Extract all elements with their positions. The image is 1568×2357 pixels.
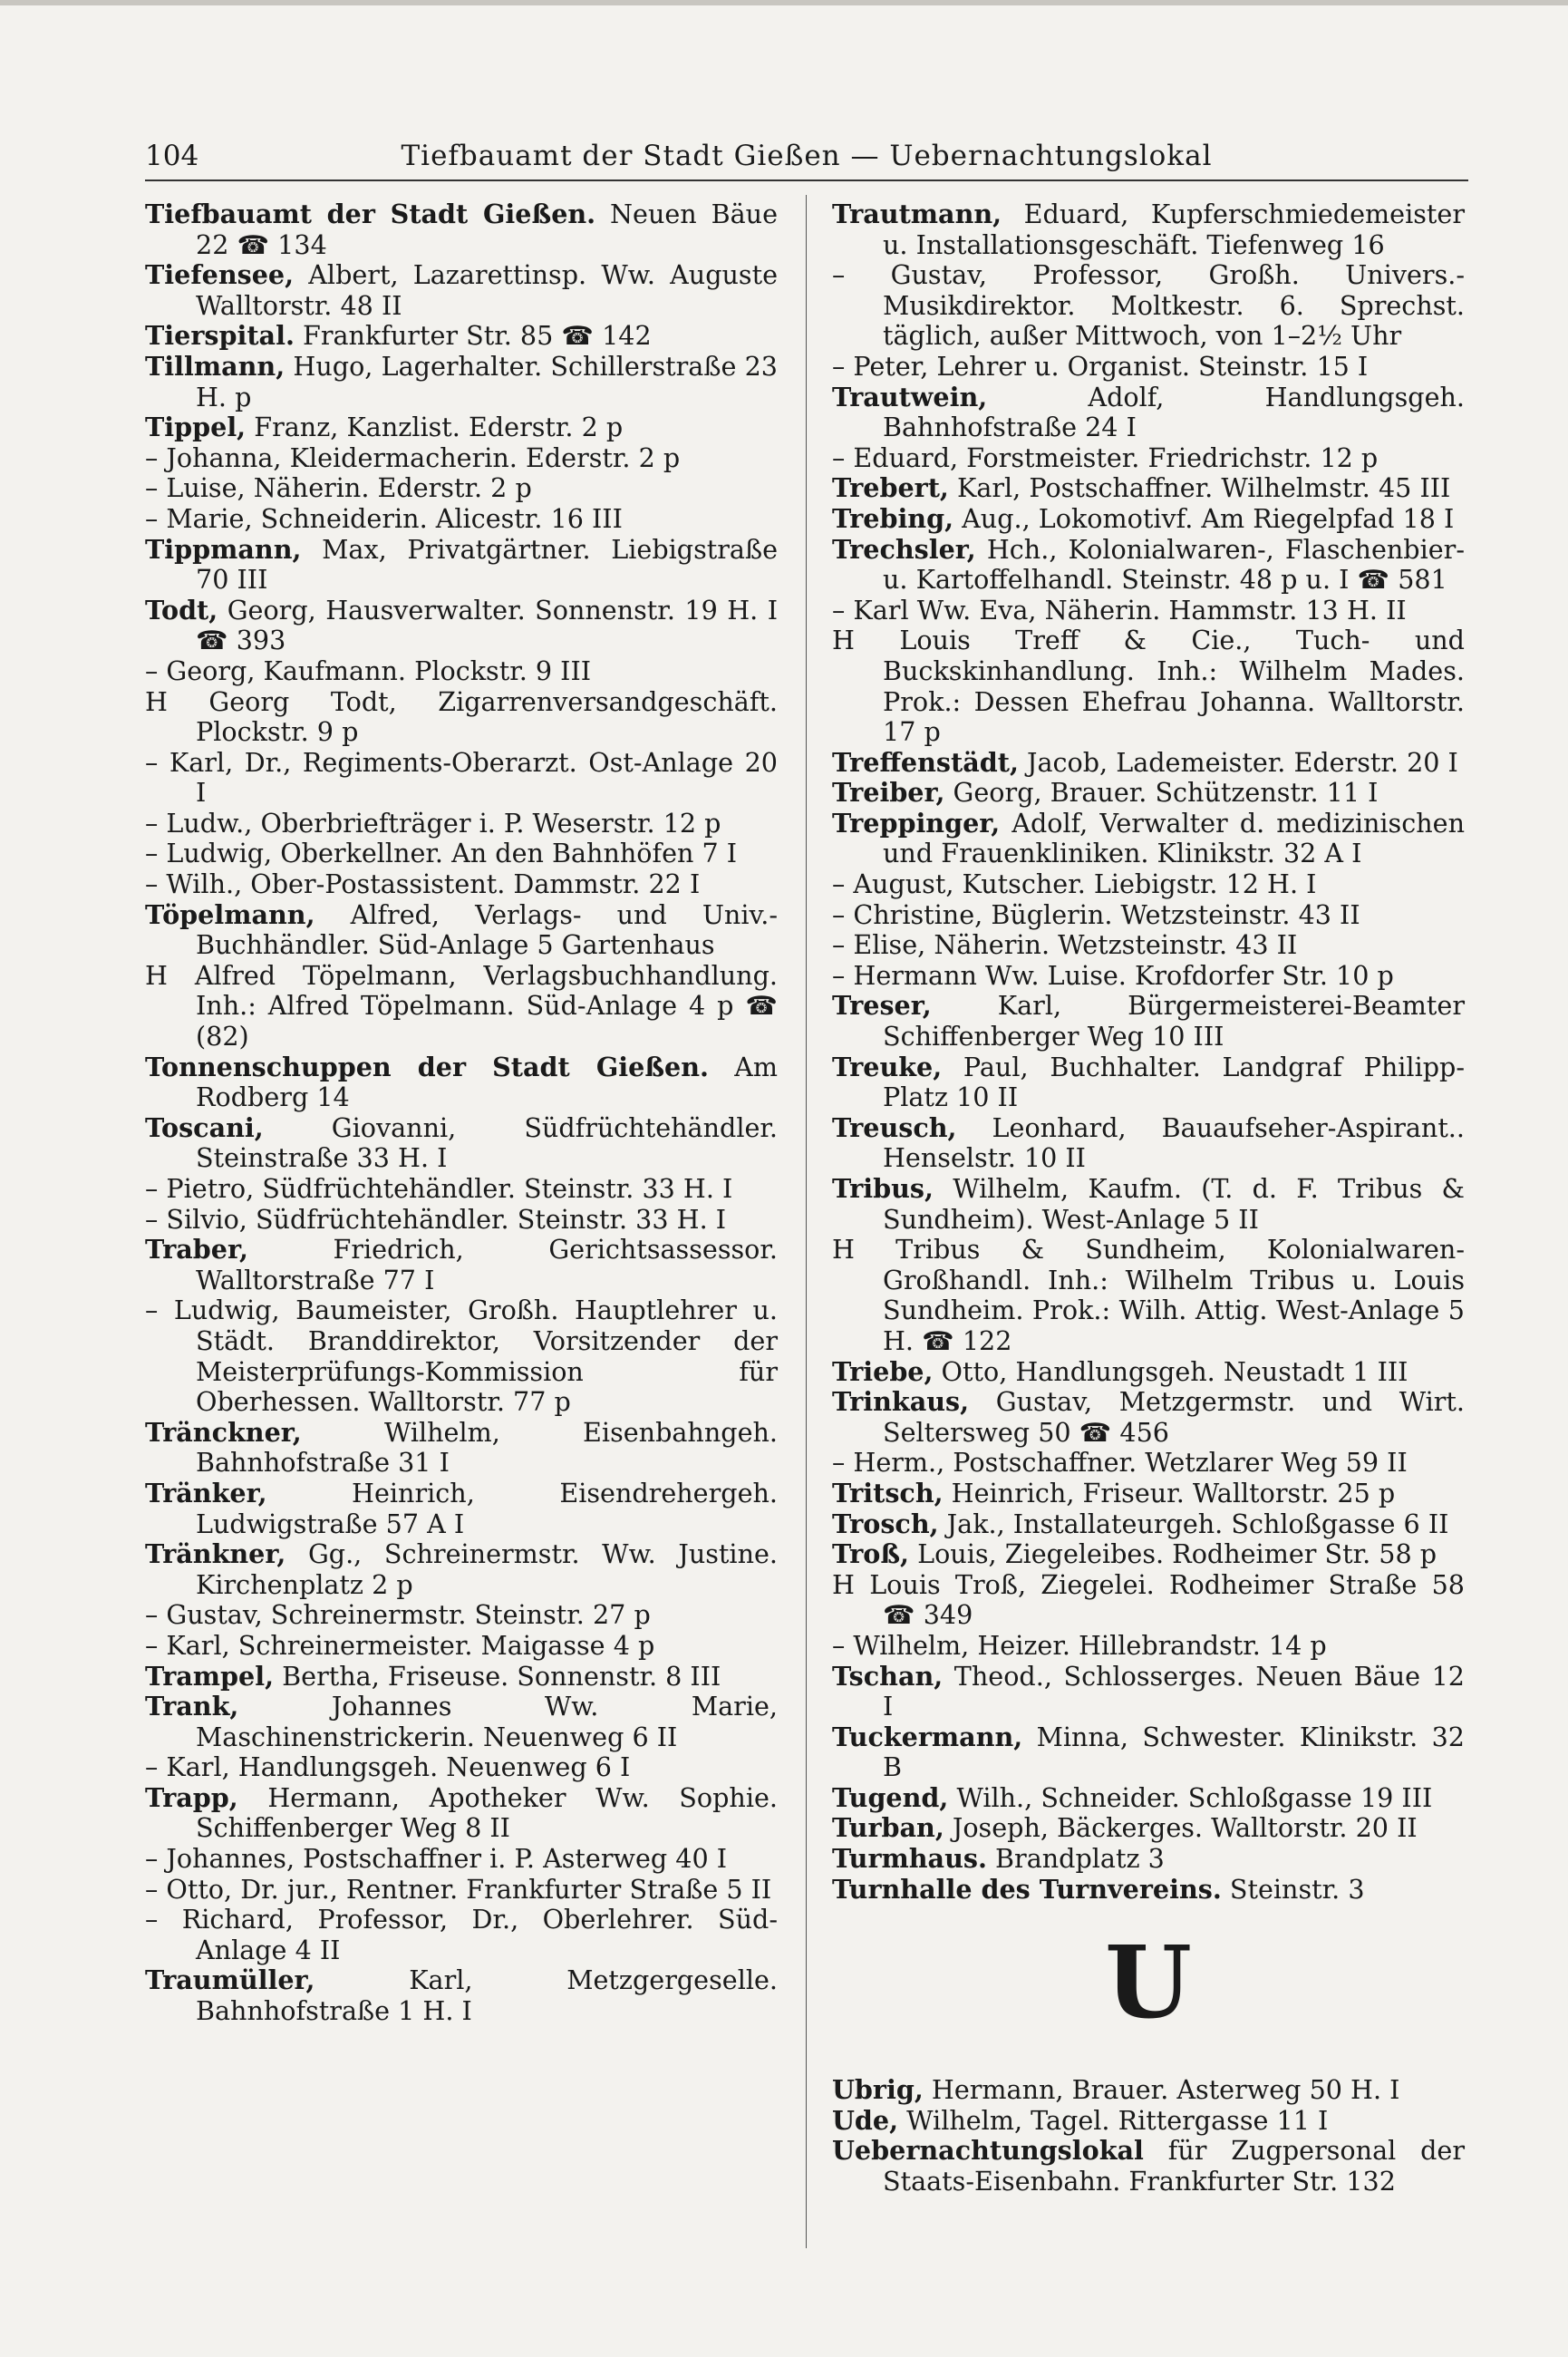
directory-entry: [145, 1113, 778, 1174]
right-column: [832, 199, 1465, 2197]
entry-details: – Richard, Professor, Dr., Oberlehrer. Süd-Anlage 4 II: [145, 1904, 778, 1965]
right-column-t-entries: [832, 199, 1465, 1905]
page-header: [145, 134, 1468, 178]
entry-details: – Karl, Dr., Regiments-Oberarzt. Ost-Anlage 20 I: [145, 746, 778, 809]
entry-name: Turban,: [832, 1812, 944, 1844]
entry-details: Paul, Buchhalter. Landgraf Philipp-Platz 10 II: [883, 1051, 1465, 1113]
directory-entry: [145, 1752, 778, 1783]
left-column: [145, 199, 778, 2027]
entry-details: Georg, Brauer. Schützenstr. 11 I: [944, 777, 1379, 809]
directory-entry: [145, 1052, 778, 1113]
entry-details: – Gustav, Schreinermstr. Steinstr. 27 p: [145, 1599, 651, 1631]
entry-name: Tribus,: [832, 1173, 934, 1204]
entry-details: Gustav, Metzgermstr. und Wirt. Seltersweg 50 ☎ 456: [883, 1386, 1465, 1448]
directory-entry: [145, 656, 778, 687]
directory-entry: [832, 930, 1465, 961]
entry-details: Karl, Bürgermeisterei-Beamter Schiffenberger Weg 10 III: [883, 990, 1465, 1052]
entry-details: – Peter, Lehrer u. Organist. Steinstr. 15 I: [832, 350, 1369, 382]
page-number: 104: [145, 140, 199, 172]
entry-name: Trampel,: [145, 1660, 275, 1692]
directory-entry: [832, 1174, 1465, 1235]
entry-details: – Karl, Handlungsgeh. Neuenweg 6 I: [145, 1751, 631, 1783]
directory-entry: [832, 1052, 1465, 1113]
entry-details: Theod., Schlosserges. Neuen Bäue 12 I: [883, 1660, 1465, 1722]
directory-entry: [832, 626, 1465, 747]
entry-details: Hugo, Lagerhalter. Schillerstraße 23 H. p: [196, 350, 778, 412]
entry-name: Traber,: [145, 1234, 248, 1266]
entry-details: – Hermann Ww. Luise. Krofdorfer Str. 10 p: [832, 959, 1394, 991]
entry-details: Aug., Lokomotivf. Am Riegelpfad 18 I: [953, 502, 1455, 534]
entry-details: Adolf, Verwalter d. medizinischen und Frauenkliniken. Klinikstr. 32 A I: [883, 807, 1465, 869]
directory-entry: [832, 1662, 1465, 1722]
entry-details: Heinrich, Eisendrehergeh. Ludwigstraße 57 A I: [196, 1477, 778, 1539]
entry-name: Trautmann,: [832, 199, 1002, 229]
entry-details: – Karl Ww. Eva, Näherin. Hammstr. 13 H. II: [832, 594, 1407, 626]
directory-entry: [832, 352, 1465, 383]
entry-name: Tonnenschuppen der Stadt Gießen.: [145, 1051, 709, 1082]
directory-entry: [832, 1539, 1465, 1570]
entry-details: Frankfurter Str. 85 ☎ 142: [294, 320, 652, 352]
entry-details: H Georg Todt, Zigarrenversandgeschäft. Plockstr. 9 p: [145, 685, 778, 748]
entry-details: Franz, Kanzlist. Ederstr. 2 p: [246, 412, 624, 443]
entry-details: Eduard, Kupferschmiedemeister u. Installationsgeschäft. Tiefenweg 16: [883, 199, 1465, 260]
entry-details: Alfred, Verlags- und Univ.-Buchhändler. Süd-Anlage 5 Gartenhaus: [196, 898, 778, 961]
entry-details: Heinrich, Friseur. Walltorstr. 25 p: [943, 1477, 1396, 1508]
directory-entry: [145, 687, 778, 748]
entry-name: Trank,: [145, 1691, 239, 1722]
entry-details: Wilhelm, Kaufm. (T. d. F. Tribus & Sundheim). West-Anlage 5 II: [883, 1173, 1465, 1235]
entry-details: für Zugpersonal der Staats-Eisenbahn. Frankfurter Str. 132: [883, 2135, 1465, 2197]
entry-name: Tschan,: [832, 1660, 944, 1692]
directory-entry: [832, 1783, 1465, 1814]
entry-details: – Eduard, Forstmeister. Friedrichstr. 12 p: [832, 441, 1379, 473]
directory-entry: [832, 1570, 1465, 1631]
entry-name: Trechsler,: [832, 533, 976, 565]
entry-details: Johannes Ww. Marie, Maschinenstrickerin. Neuenweg 6 II: [196, 1691, 778, 1752]
entry-details: Neuen Bäue 22 ☎ 134: [196, 199, 778, 260]
section-letter: U: [1105, 1924, 1192, 2042]
directory-entry: [145, 1418, 778, 1479]
entry-details: Karl, Postschaffner. Wilhelmstr. 45 III: [948, 472, 1451, 504]
entry-details: Karl, Metzgergeselle. Bahnhofstraße 1 H. I: [196, 1964, 778, 2027]
directory-entry: [832, 900, 1465, 931]
entry-name: Triebe,: [832, 1355, 934, 1387]
entry-details: Hermann, Brauer. Asterweg 50 H. I: [923, 2074, 1400, 2106]
entry-name: Tränckner,: [145, 1416, 302, 1448]
entry-name: Toscani,: [145, 1111, 264, 1143]
entry-details: – Elise, Näherin. Wetzsteinstr. 43 II: [832, 929, 1298, 961]
directory-entry: [145, 1235, 778, 1295]
directory-entry: [145, 1174, 778, 1205]
entry-details: Jak., Installateurgeh. Schloßgasse 6 II: [938, 1508, 1449, 1539]
entry-details: H Louis Treff & Cie., Tuch- und Buckskinhandlung. Inh.: Wilhelm Mades. Prok.: Dessen Ehefrau Johanna. Walltorstr. 17 p: [832, 625, 1465, 748]
entry-details: – Luise, Näherin. Ederstr. 2 p: [145, 472, 532, 504]
entry-name: Tränkner,: [145, 1538, 286, 1570]
entry-details: – Wilhelm, Heizer. Hillebrandstr. 14 p: [832, 1629, 1327, 1661]
directory-entry: [832, 1448, 1465, 1479]
directory-entry: [145, 1600, 778, 1631]
directory-entry: [145, 748, 778, 809]
entry-name: Treffenstädt,: [832, 746, 1019, 778]
entry-details: Otto, Handlungsgeh. Neustadt 1 III: [933, 1355, 1408, 1387]
entry-details: H Tribus & Sundheim, Kolonialwaren-Großhandl. Inh.: Wilhelm Tribus u. Louis Sundheim. Prok.: Wilh. Attig. West-Anlage 5 H. ☎ 122: [832, 1234, 1465, 1356]
directory-entry: [145, 1479, 778, 1539]
entry-details: – Georg, Kaufmann. Plockstr. 9 III: [145, 655, 592, 686]
directory-entry: [145, 1783, 778, 1844]
directory-entry: [832, 961, 1465, 992]
page-top-edge: [0, 0, 1568, 5]
entry-name: Uebernachtungslokal: [832, 2135, 1144, 2167]
entry-details: H Alfred Töpelmann, Verlagsbuchhandlung. Inh.: Alfred Töpelmann. Süd-Anlage 4 p ☎ (82): [145, 959, 778, 1052]
directory-entry: [145, 321, 778, 352]
directory-entry: [145, 352, 778, 412]
entry-details: Wilh., Schneider. Schloßgasse 19 III: [948, 1781, 1433, 1813]
directory-entry: [145, 869, 778, 900]
entry-name: Trebert,: [832, 472, 949, 504]
directory-entry: [145, 443, 778, 474]
entry-name: Trinkaus,: [832, 1386, 970, 1418]
directory-entry: [832, 1387, 1465, 1448]
entry-name: Ubrig,: [832, 2074, 924, 2106]
entry-details: Giovanni, Südfrüchtehändler. Steinstraße 33 H. I: [196, 1111, 778, 1174]
entry-name: Troß,: [832, 1538, 910, 1570]
entry-details: Hermann, Apotheker Ww. Sophie. Schiffenberger Weg 8 II: [196, 1781, 778, 1844]
entry-name: Turnhalle des Turnvereins.: [832, 1873, 1222, 1905]
entry-details: – Marie, Schneiderin. Alicestr. 16 III: [145, 502, 623, 534]
directory-entry: [832, 2075, 1465, 2106]
entry-details: Georg, Hausverwalter. Sonnenstr. 19 H. I ☎ 393: [196, 594, 778, 656]
entry-name: Treiber,: [832, 777, 945, 809]
directory-entry: [832, 1479, 1465, 1509]
directory-entry: [145, 1539, 778, 1600]
directory-entry: [832, 473, 1465, 504]
entry-details: Friedrich, Gerichtsassessor. Walltorstraße 77 I: [196, 1234, 778, 1295]
directory-entry: [832, 991, 1465, 1052]
directory-entry: [145, 1205, 778, 1236]
directory-entry: [832, 1235, 1465, 1356]
directory-entry: [832, 535, 1465, 596]
entry-details: – Ludw., Oberbriefträger i. P. Weserstr. 12 p: [145, 807, 721, 839]
entry-name: Trebing,: [832, 502, 954, 534]
entry-details: Leonhard, Bauaufseher-Aspirant.. Henselstr. 10 II: [883, 1111, 1465, 1174]
entry-name: Traumüller,: [145, 1964, 315, 1996]
directory-entry: [145, 1692, 778, 1752]
entry-details: Albert, Lazarettinsp. Ww. Auguste Walltorstr. 48 II: [196, 259, 778, 321]
entry-name: Tiefbauamt der Stadt Gießen.: [145, 199, 596, 229]
directory-entry: [832, 260, 1465, 352]
directory-entry: [832, 869, 1465, 900]
entry-details: Bertha, Friseuse. Sonnenstr. 8 III: [274, 1660, 721, 1692]
directory-entry: [145, 1875, 778, 1906]
entry-details: Am Rodberg 14: [196, 1051, 778, 1113]
directory-entry: [145, 199, 778, 260]
entry-details: Gg., Schreinermstr. Ww. Justine. Kirchenplatz 2 p: [196, 1538, 778, 1600]
entry-details: – Karl, Schreinermeister. Maigasse 4 p: [145, 1629, 655, 1661]
directory-entry: [832, 1357, 1465, 1388]
entry-details: Hch., Kolonialwaren-, Flaschenbier- u. Kartoffelhandl. Steinstr. 48 p u. I ☎ 581: [883, 533, 1465, 596]
entry-name: Tuckermann,: [832, 1721, 1023, 1752]
entry-name: Tillmann,: [145, 350, 286, 382]
entry-details: Wilhelm, Tagel. Rittergasse 11 I: [898, 2104, 1329, 2136]
entry-details: – Ludwig, Baumeister, Großh. Hauptlehrer u. Städt. Branddirektor, Vorsitzender der Meisterprüfungs-Kommission für Oberhessen. Walltorstr. 77 p: [145, 1295, 778, 1418]
entry-details: – Silvio, Südfrüchtehändler. Steinstr. 33 H. I: [145, 1203, 727, 1235]
entry-details: – August, Kutscher. Liebigstr. 12 H. I: [832, 868, 1317, 900]
entry-name: Tippel,: [145, 412, 247, 443]
entry-details: H Louis Troß, Ziegelei. Rodheimer Straße 58 ☎ 349: [832, 1568, 1465, 1631]
directory-entry: [832, 1875, 1465, 1906]
directory-entry: [145, 535, 778, 596]
entry-details: – Ludwig, Oberkellner. An den Bahnhöfen 7 I: [145, 838, 738, 869]
entry-details: Louis, Ziegeleibes. Rodheimer Str. 58 p: [909, 1538, 1437, 1570]
running-title: Tiefbauamt der Stadt Gießen — Uebernachtungslokal: [401, 140, 1213, 172]
entry-details: Steinstr. 3: [1221, 1873, 1365, 1905]
entry-details: – Christine, Büglerin. Wetzsteinstr. 43 II: [832, 898, 1360, 930]
entry-details: Joseph, Bäckerges. Walltorstr. 20 II: [944, 1812, 1418, 1844]
entry-details: Minna, Schwester. Klinikstr. 32 B: [883, 1721, 1465, 1783]
entry-name: Tritsch,: [832, 1477, 944, 1508]
directory-entry: [832, 1813, 1465, 1844]
directory-entry: [145, 1662, 778, 1693]
entry-name: Tierspital.: [145, 320, 295, 352]
directory-entry: [145, 504, 778, 535]
entry-details: – Herm., Postschaffner. Wetzlarer Weg 59 II: [832, 1447, 1408, 1479]
entry-name: Trautwein,: [832, 381, 988, 412]
directory-entry: [832, 748, 1465, 779]
entry-details: – Gustav, Professor, Großh. Univers.-Musikdirektor. Moltkestr. 6. Sprechst. täglich, außer Mittwoch, von 1–2½ Uhr: [832, 259, 1465, 352]
directory-entry: [145, 473, 778, 504]
entry-name: Trosch,: [832, 1508, 939, 1539]
directory-entry: [145, 1295, 778, 1417]
entry-details: Jacob, Lademeister. Ederstr. 20 I: [1018, 746, 1458, 778]
entry-name: Turmhaus.: [832, 1843, 987, 1875]
directory-entry: [832, 2106, 1465, 2137]
entry-details: – Wilh., Ober-Postassistent. Dammstr. 22 I: [145, 868, 701, 900]
directory-entry: [145, 412, 778, 443]
directory-entry: [832, 596, 1465, 626]
directory-entry: [832, 443, 1465, 474]
directory-entry: [832, 1509, 1465, 1540]
directory-entry: [145, 900, 778, 961]
directory-entry: [145, 1965, 778, 2026]
directory-entry: [832, 1113, 1465, 1174]
entry-details: – Pietro, Südfrüchtehändler. Steinstr. 33 H. I: [145, 1173, 733, 1204]
directory-entry: [832, 2136, 1465, 2197]
entry-name: Ude,: [832, 2104, 899, 2136]
entry-name: Töpelmann,: [145, 898, 315, 930]
header-rule: [145, 179, 1468, 181]
entry-name: Treuke,: [832, 1051, 943, 1082]
entry-details: Brandplatz 3: [986, 1843, 1165, 1875]
directory-entry: [145, 961, 778, 1052]
entry-name: Trapp,: [145, 1781, 238, 1813]
entry-name: Treppinger,: [832, 807, 1001, 839]
column-divider: [806, 195, 807, 2248]
entry-name: Treusch,: [832, 1111, 957, 1143]
directory-entry: [832, 1631, 1465, 1662]
entry-details: Adolf, Handlungsgeh. Bahnhofstraße 24 I: [883, 381, 1465, 443]
entry-name: Todt,: [145, 594, 218, 626]
entry-details: Max, Privatgärtner. Liebigstraße 70 III: [196, 533, 778, 596]
entry-name: Tiefensee,: [145, 259, 295, 291]
directory-entry: [145, 1844, 778, 1875]
directory-entry: [145, 1631, 778, 1662]
entry-details: – Johanna, Kleidermacherin. Ederstr. 2 p: [145, 441, 681, 473]
directory-entry: [145, 1905, 778, 1965]
directory-entry: [145, 839, 778, 869]
directory-entry: [832, 1844, 1465, 1875]
entry-name: Treser,: [832, 990, 932, 1022]
directory-entry: [832, 809, 1465, 869]
entry-details: – Johannes, Postschaffner i. P. Asterweg 40 I: [145, 1843, 728, 1875]
entry-name: Tränker,: [145, 1477, 267, 1508]
directory-entry: [145, 596, 778, 656]
entry-name: Tugend,: [832, 1781, 949, 1813]
directory-entry: [145, 260, 778, 321]
entry-details: – Otto, Dr. jur., Rentner. Frankfurter Straße 5 II: [145, 1873, 772, 1905]
entry-details: Wilhelm, Eisenbahngeh. Bahnhofstraße 31 I: [196, 1416, 778, 1479]
directory-entry: [832, 778, 1465, 809]
entry-name: Tippmann,: [145, 533, 302, 565]
directory-entry: [832, 199, 1465, 260]
directory-entry: [145, 809, 778, 839]
directory-entry: [832, 504, 1465, 535]
directory-entry: [832, 1722, 1465, 1783]
directory-entry: [832, 383, 1465, 443]
right-column-u-entries: [832, 2075, 1465, 2197]
